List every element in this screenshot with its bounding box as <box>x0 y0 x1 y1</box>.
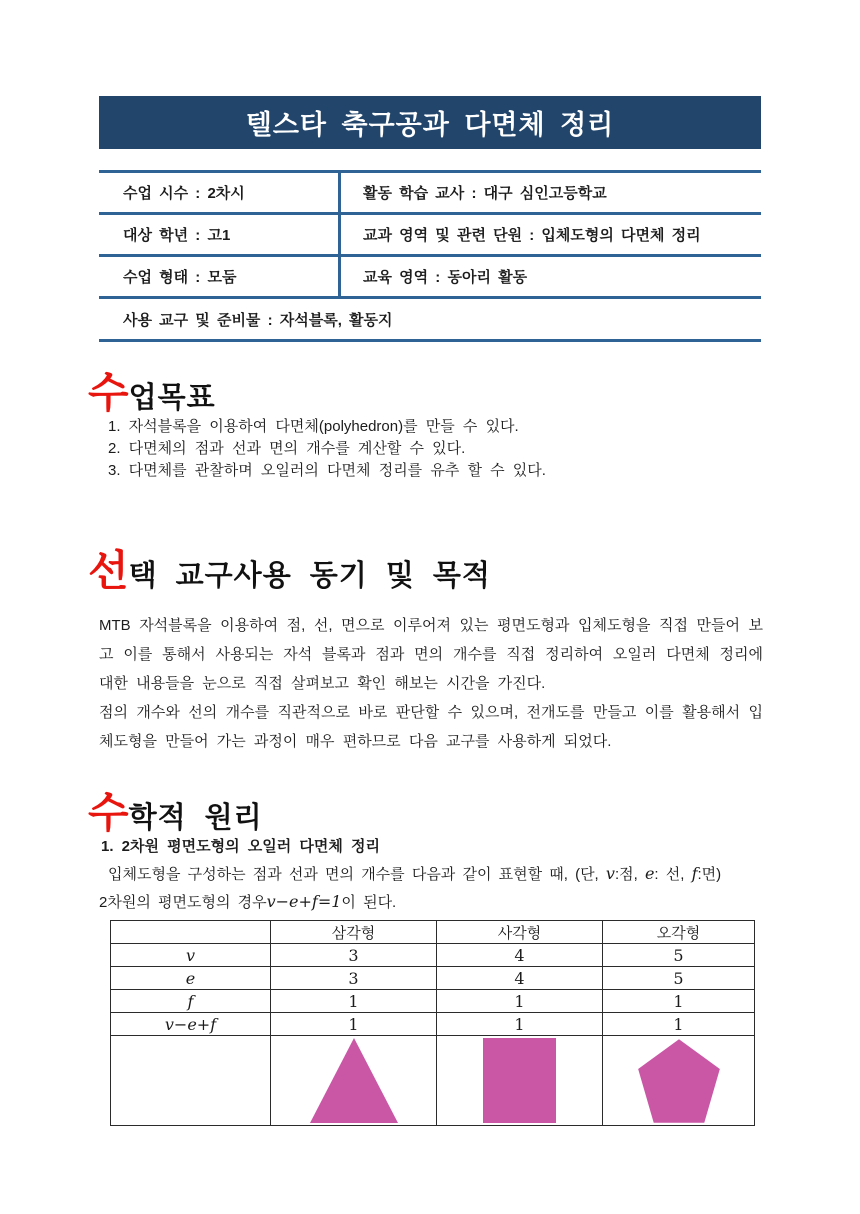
info-cell-materials: 사용 교구 및 준비물 : 자석블록, 활동지 <box>99 299 761 342</box>
euler-table <box>110 920 755 1126</box>
heading-accent-char: 수 <box>88 369 129 416</box>
table-row <box>99 257 761 299</box>
principle-line-2: 2차원의 평면도형의 경우v−e+f=1이 된다. <box>99 892 397 911</box>
header-cell-empty <box>111 921 271 944</box>
info-cell-grade: 대상 학년 : 고1 <box>99 215 341 254</box>
heading-accent-char: 수 <box>88 789 129 836</box>
info-cell-unit: 교과 영역 및 관련 단원 : 입체도형의 다면체 정리 <box>363 227 701 244</box>
pentagon-icon <box>636 1039 722 1123</box>
title-banner <box>99 96 761 149</box>
cell-value: 5 <box>603 944 755 967</box>
document-title: 텔스타 축구공과 다면체 정리 <box>245 110 615 140</box>
section-heading-goals: 수업목표 <box>88 369 216 416</box>
info-cell-session: 수업 시수 : 2차시 <box>99 173 341 212</box>
list-item: 2. 다면체의 점과 선과 면의 개수를 계산할 수 있다. <box>108 440 466 457</box>
math-symbol-f: f <box>691 864 698 883</box>
cell-value: 4 <box>437 944 603 967</box>
table-row <box>111 944 755 967</box>
triangle-shape <box>271 1036 437 1126</box>
table-shapes-row <box>111 1036 755 1126</box>
cell-value: 3 <box>271 944 437 967</box>
list-item: 1. 자석블록을 이용하여 다면체(polyhedron)를 만들 수 있다. <box>108 418 519 435</box>
header-cell-triangle: 삼각형 <box>271 921 437 944</box>
header-cell-pentagon: 오각형 <box>603 921 755 944</box>
table-row <box>99 173 761 215</box>
math-symbol-e: e <box>644 864 655 883</box>
motive-paragraphs <box>99 611 763 756</box>
section-heading-motive: 선택 교구사용 동기 및 목적 <box>88 547 491 594</box>
square-shape <box>437 1036 603 1126</box>
cell-value: 5 <box>603 967 755 990</box>
goals-list <box>108 416 728 482</box>
cell-value: 1 <box>437 990 603 1013</box>
paragraph: MTB 자석블록을 이용하여 점, 선, 면으로 이루어져 있는 평면도형과 입체도형을 직접 만들어 보고 이를 통해서 사용되는 자석 블록과 점과 면의 개수를 직접 정리하여 오일러 다면체 정리에 대한 내용들을 눈으로 직접 살펴보고 확인 해보는 시간을 가진다. <box>99 617 763 692</box>
euler-formula: v−e+f=1 <box>266 892 342 911</box>
row-label-formula: v−e+f <box>111 1013 271 1036</box>
table-row <box>111 967 755 990</box>
row-label-f: f <box>111 990 271 1013</box>
table-row <box>111 990 755 1013</box>
info-cell-area: 교육 영역 : 동아리 활동 <box>363 269 528 286</box>
row-label-v: v <box>111 944 271 967</box>
paragraph: 점의 개수와 선의 개수를 직관적으로 바로 판단할 수 있으며, 전개도를 만들고 이를 활용해서 입체도형을 만들어 가는 과정이 매우 편하므로 다음 교구를 사용하게 되었다. <box>99 704 763 750</box>
lesson-info-table <box>99 170 761 342</box>
principle-text <box>99 860 779 916</box>
table-header-row <box>111 921 755 944</box>
empty-cell <box>111 1036 271 1126</box>
cell-value: 1 <box>271 1013 437 1036</box>
header-cell-square: 사각형 <box>437 921 603 944</box>
math-symbol-v: v <box>605 864 615 883</box>
pentagon-shape <box>603 1036 755 1126</box>
list-item: 3. 다면체를 관찰하며 오일러의 다면체 정리를 유추 할 수 있다. <box>108 462 546 479</box>
cell-value: 3 <box>271 967 437 990</box>
section-heading-principle: 수학적 원리 <box>88 789 263 836</box>
triangle-icon <box>310 1038 398 1123</box>
square-icon <box>483 1038 556 1123</box>
table-row <box>99 215 761 257</box>
info-cell-teacher: 활동 학습 교사 : 대구 심인고등학교 <box>363 185 607 202</box>
cell-value: 1 <box>271 990 437 1013</box>
heading-accent-char: 선 <box>88 547 129 594</box>
info-cell-format: 수업 형태 : 모둠 <box>99 257 341 296</box>
table-row <box>111 1013 755 1036</box>
cell-value: 4 <box>437 967 603 990</box>
principle-line-1: 입체도형을 구성하는 점과 선과 면의 개수를 다음과 같이 표현할 때, (단, v:점, e: 선, f:면) <box>108 864 722 883</box>
cell-value: 1 <box>437 1013 603 1036</box>
row-label-e: e <box>111 967 271 990</box>
cell-value: 1 <box>603 990 755 1013</box>
subsection-title: 1. 2차원 평면도형의 오일러 다면체 정리 <box>101 838 381 855</box>
cell-value: 1 <box>603 1013 755 1036</box>
